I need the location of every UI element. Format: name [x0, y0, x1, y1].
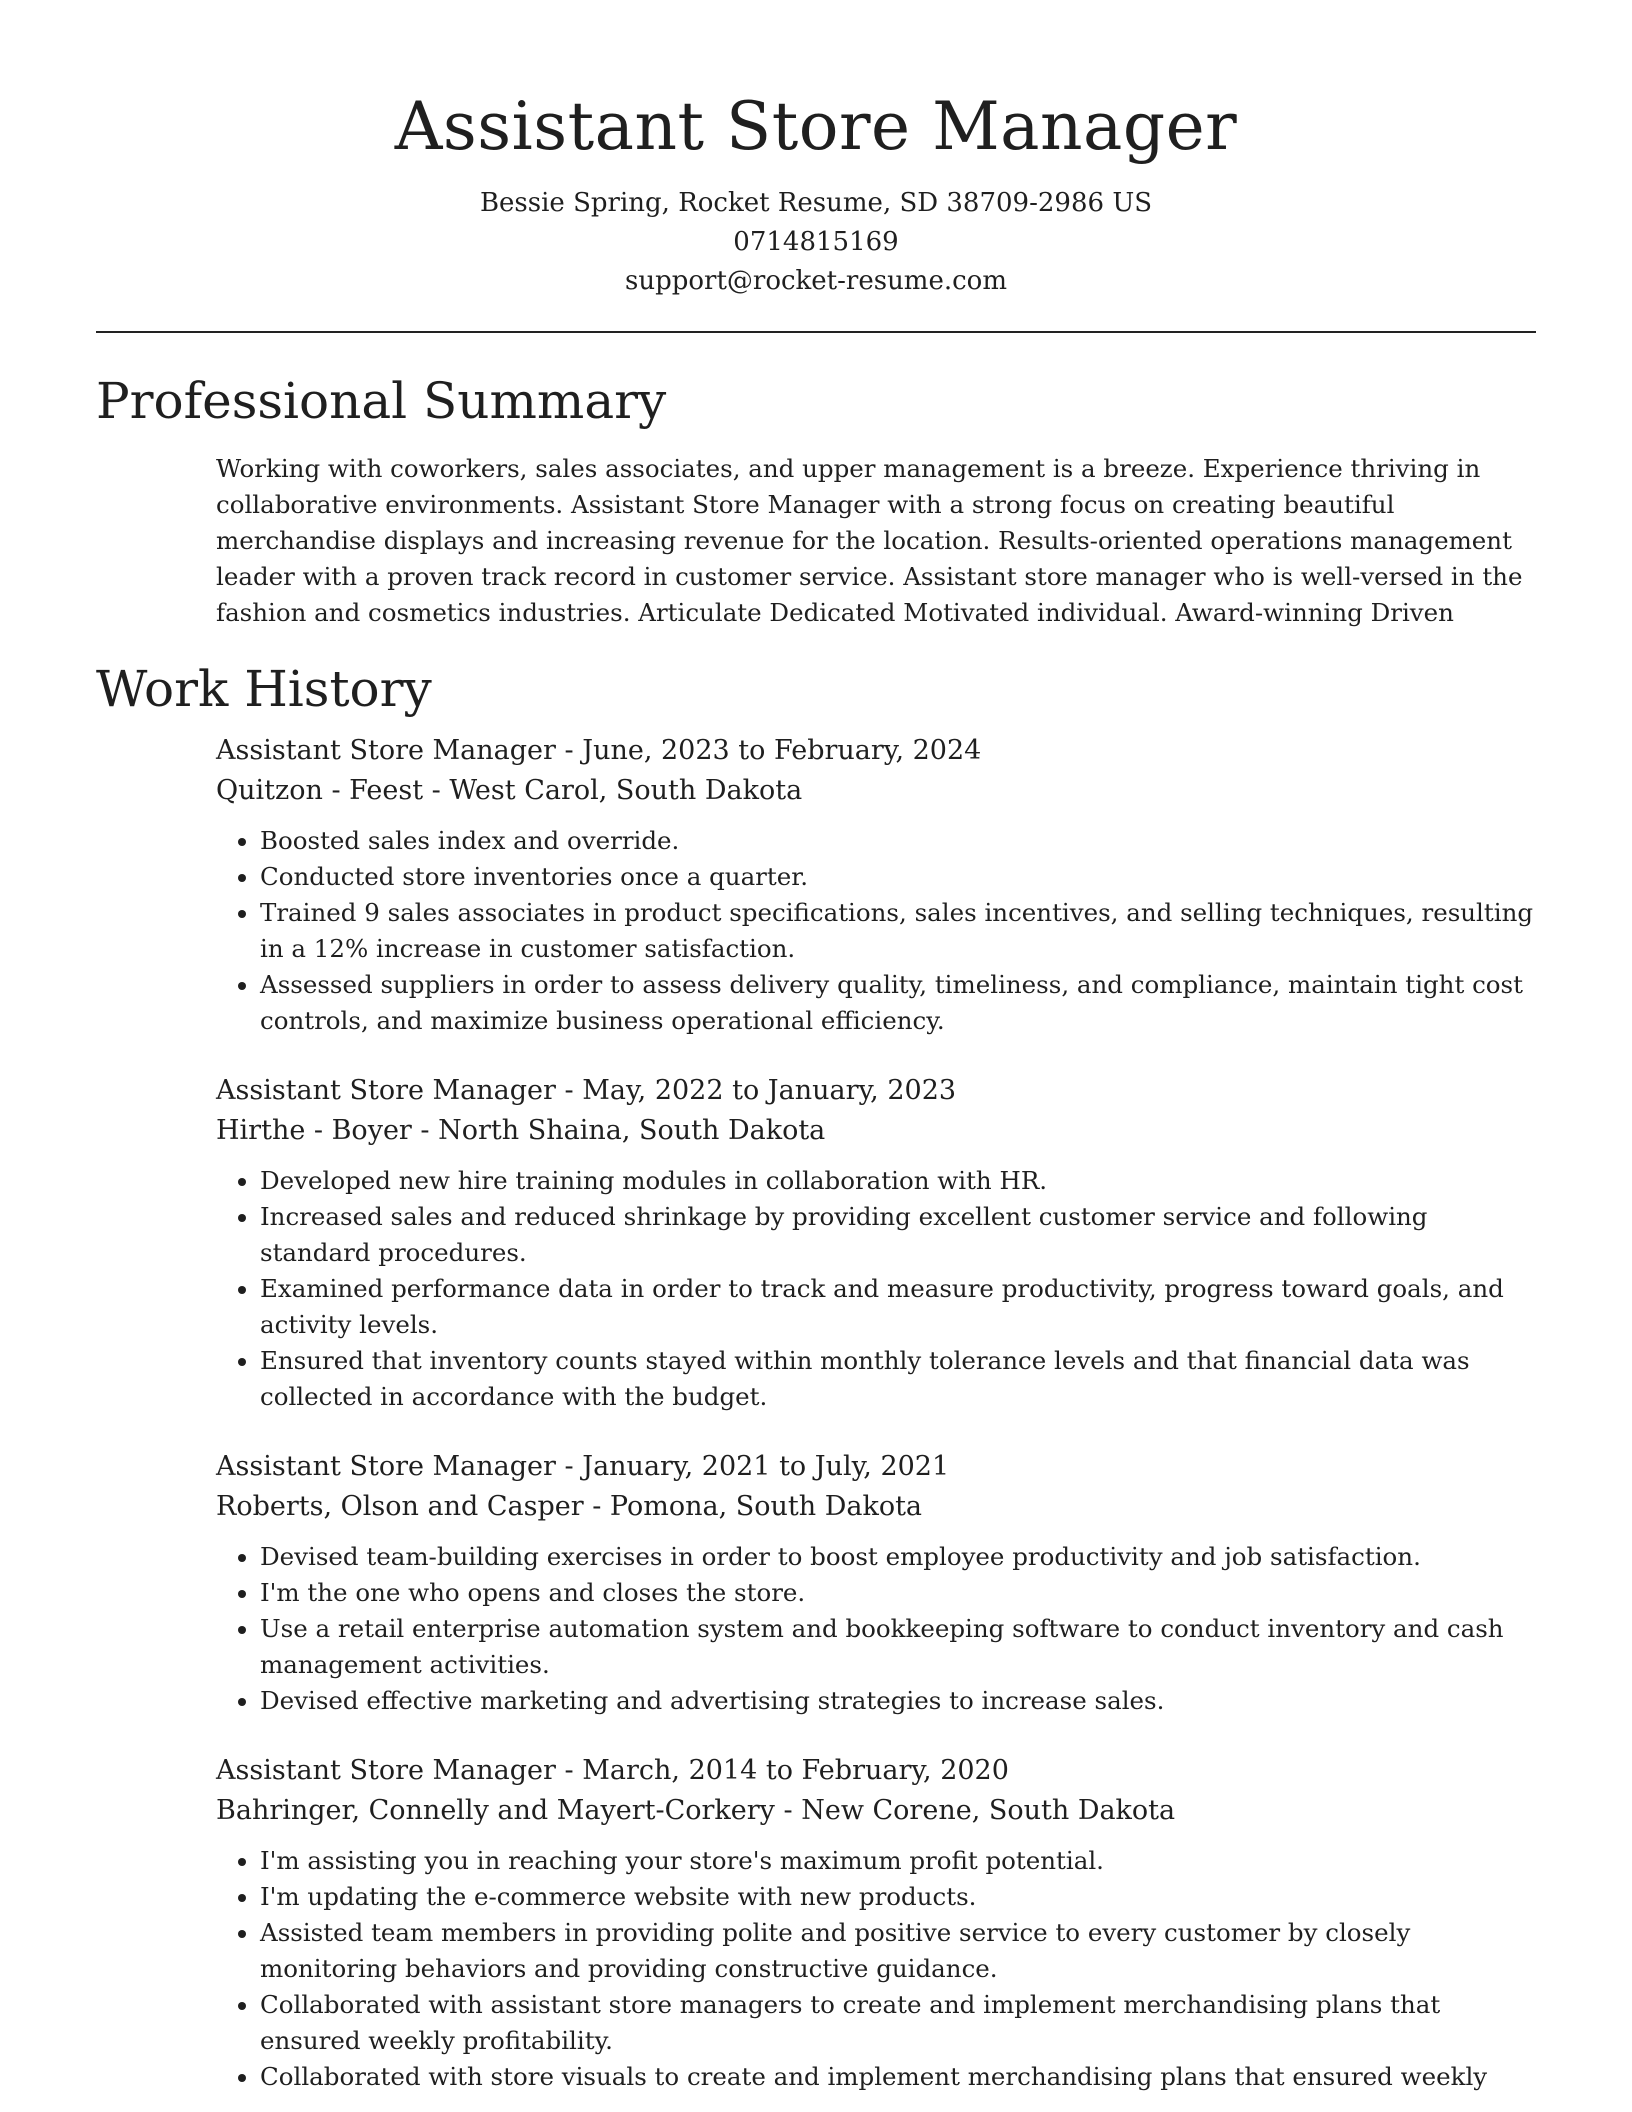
job-bullet: • Trained 9 sales associates in product specifications, sales incentives, and selling techniques, resulting in a 12% increase in customer satisfaction. [260, 895, 1536, 967]
job-bullet: • I'm updating the e-commerce website with new products. [260, 1879, 1536, 1915]
job-dates: - March, 2014 to February, 2020 [555, 1755, 1009, 1786]
job-bullets [216, 1539, 1536, 1719]
contact-phone: 0714815169 [733, 227, 899, 257]
job-bullet: • Conducted store inventories once a quarter. [260, 859, 1536, 895]
job-location: - North Shaina, South Dakota [411, 1115, 826, 1146]
job-company-line [216, 1111, 1536, 1151]
job-company: Quitzon - Feest [216, 775, 424, 806]
job-bullet: • Devised team-building exercises in order to boost employee productivity and job satisfaction. [260, 1539, 1536, 1575]
job-title: Assistant Store Manager [216, 1755, 556, 1786]
header-divider [96, 331, 1536, 333]
job-entry [216, 1071, 1536, 1415]
job-company-line [216, 771, 1536, 811]
job-bullet: • Assessed suppliers in order to assess delivery quality, timeliness, and compliance, maintain tight cost controls, and maximize business operational efficiency. [260, 967, 1536, 1039]
job-company-line [216, 1791, 1536, 1831]
job-bullet: • Collaborated with store visuals to create and implement merchandising plans that ensured weekly [260, 2059, 1536, 2095]
job-title-line [216, 1071, 1536, 1111]
job-title-line [216, 731, 1536, 771]
job-title-line [216, 1447, 1536, 1487]
job-entry [216, 731, 1536, 1039]
job-company: Roberts, Olson and Casper [216, 1491, 584, 1522]
job-company: Bahringer, Connelly and Mayert-Corkery [216, 1795, 775, 1826]
job-entry [216, 1751, 1536, 2095]
job-entry [216, 1447, 1536, 1719]
job-dates: - June, 2023 to February, 2024 [555, 735, 982, 766]
job-bullet: • Devised effective marketing and advertising strategies to increase sales. [260, 1683, 1536, 1719]
job-bullet: • I'm the one who opens and closes the store. [260, 1575, 1536, 1611]
summary-heading: Professional Summary [96, 372, 667, 430]
job-bullet: • Boosted sales index and override. [260, 823, 1536, 859]
job-bullet: • Ensured that inventory counts stayed within monthly tolerance levels and that financial data was collected in accordance with the budget. [260, 1343, 1536, 1415]
contact-address: Bessie Spring, Rocket Resume, SD 38709-2986 US [479, 188, 1153, 218]
job-bullet: • Increased sales and reduced shrinkage by providing excellent customer service and following standard procedures. [260, 1199, 1536, 1271]
job-title-line [216, 1751, 1536, 1791]
job-bullet: • Use a retail enterprise automation system and bookkeeping software to conduct inventory and cash management activities. [260, 1611, 1536, 1683]
contact-block [96, 184, 1536, 301]
contact-email: support@rocket-resume.com [624, 266, 1007, 296]
job-dates: - May, 2022 to January, 2023 [555, 1075, 957, 1106]
work-history-list [96, 731, 1536, 2095]
job-bullets [216, 1163, 1536, 1415]
job-title: Assistant Store Manager [216, 1075, 556, 1106]
job-bullet: • Collaborated with assistant store managers to create and implement merchandising plans that ensured weekly profitability. [260, 1987, 1536, 2059]
job-bullets [216, 1843, 1536, 2095]
job-bullet: • Assisted team members in providing polite and positive service to every customer by closely monitoring behaviors and providing constructive guidance. [260, 1915, 1536, 1987]
resume-title: Assistant Store Manager [394, 88, 1238, 165]
job-company: Hirthe - Boyer [216, 1115, 412, 1146]
work-history-heading: Work History [96, 660, 432, 718]
job-dates: - January, 2021 to July, 2021 [555, 1451, 950, 1482]
job-location: - Pomona, South Dakota [583, 1491, 923, 1522]
job-company-line [216, 1487, 1536, 1527]
job-bullet: • Developed new hire training modules in collaboration with HR. [260, 1163, 1536, 1199]
summary-text: Working with coworkers, sales associates, and upper management is a breeze. Experience thriving in collaborative environments. Assistant Store Manager with a strong focus on creating beautiful merchandise displays and increasing revenue for the location. Results-oriented operations management leader with a proven track record in customer service. Assistant store manager who is well-versed in the fashion and cosmetics industries. Articulate Dedicated Motivated individual. Award-winning Driven [216, 454, 1523, 627]
job-title: Assistant Store Manager [216, 735, 556, 766]
resume-page [96, 0, 1536, 2095]
job-title: Assistant Store Manager [216, 1451, 556, 1482]
job-bullet: • Examined performance data in order to track and measure productivity, progress toward goals, and activity levels. [260, 1271, 1536, 1343]
job-location: - West Carol, South Dakota [423, 775, 803, 806]
job-bullet: • I'm assisting you in reaching your store's maximum profit potential. [260, 1843, 1536, 1879]
job-bullets [216, 823, 1536, 1039]
job-location: - New Corene, South Dakota [774, 1795, 1176, 1826]
